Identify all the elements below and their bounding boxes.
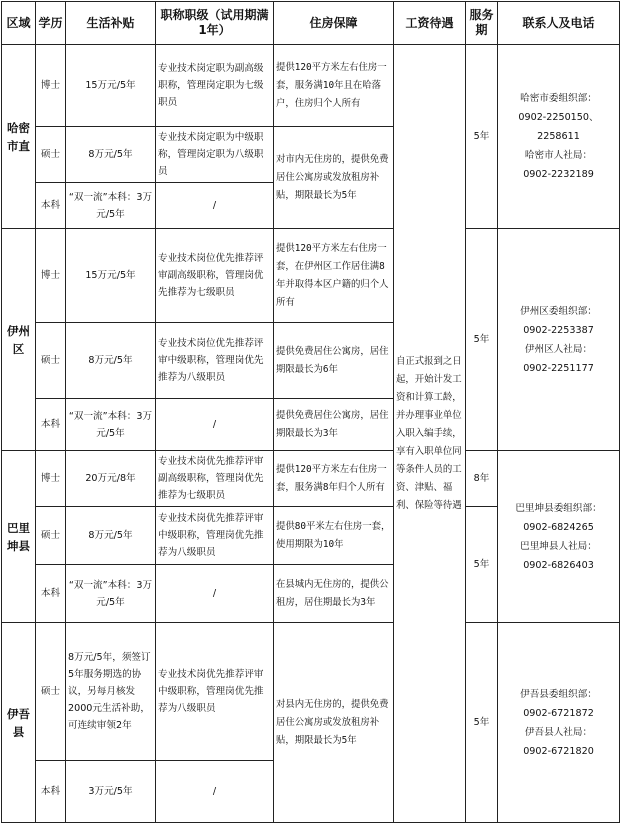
contact-line: 0902-6721872 bbox=[523, 707, 594, 719]
contact-line: 哈密市人社局： bbox=[524, 150, 593, 161]
region-cell: 伊州区 bbox=[2, 229, 36, 451]
table-row bbox=[2, 45, 620, 127]
degree-cell: 硕士 bbox=[36, 127, 66, 183]
header-housing: 住房保障 bbox=[274, 2, 394, 45]
title-cell: / bbox=[156, 183, 274, 229]
header-subsidy: 生活补贴 bbox=[66, 2, 156, 45]
degree-cell: 本科 bbox=[36, 183, 66, 229]
contact-line: 伊州区人社局： bbox=[524, 343, 593, 355]
header-service: 服务期 bbox=[466, 2, 498, 45]
salary-cell: 自正式报到之日起，开始计发工资和计算工龄，并办理事业单位入职入编手续，享有入职单位同等条件人员的工资、津贴、福利、保险等待遇 bbox=[394, 45, 466, 823]
contact-cell bbox=[498, 451, 620, 623]
subsidy-cell: 15万元/5年 bbox=[66, 45, 156, 127]
degree-cell: 博士 bbox=[36, 451, 66, 507]
title-cell: / bbox=[156, 761, 274, 823]
contact-line: 0902-6824265 bbox=[523, 521, 594, 533]
contact-line: 巴里坤县委组织部： bbox=[515, 502, 602, 514]
table-row bbox=[2, 451, 620, 507]
degree-cell: 博士 bbox=[36, 229, 66, 323]
contact-line: 伊州区委组织部： bbox=[520, 305, 597, 317]
contact-line: 0902-2250150、2258611 bbox=[518, 112, 599, 142]
housing-cell: 对县内无住房的，提供免费居住公寓房或发放租房补贴，期限最长为5年 bbox=[274, 623, 394, 823]
title-cell: 专业技术岗优先推荐评审中级职称，管理岗优先推荐为八级职员 bbox=[156, 623, 274, 761]
housing-cell: 对市内无住房的，提供免费居住公寓房或发放租房补贴，期限最长为5年 bbox=[274, 127, 394, 229]
housing-cell: 提供80平米左右住房一套，使用期限为10年 bbox=[274, 507, 394, 565]
contact-cell bbox=[498, 45, 620, 229]
degree-cell: 硕士 bbox=[36, 323, 66, 399]
service-cell: 5年 bbox=[466, 45, 498, 229]
housing-cell: 在县城内无住房的，提供公租房，居住期最长为3年 bbox=[274, 565, 394, 623]
degree-cell: 硕士 bbox=[36, 507, 66, 565]
header-title: 职称职级（试用期满1年） bbox=[156, 2, 274, 45]
subsidy-cell: “双一流”本科：3万元/5年 bbox=[66, 183, 156, 229]
region-cell: 伊吾县 bbox=[2, 623, 36, 823]
title-cell: / bbox=[156, 565, 274, 623]
contact-line: 伊吾县人社局： bbox=[524, 726, 593, 738]
contact-line: 巴里坤县人社局： bbox=[520, 540, 597, 552]
service-cell: 8年 bbox=[466, 451, 498, 507]
title-cell: 专业技术岗定职为副高级职称，管理岗定职为七级职员 bbox=[156, 45, 274, 127]
subsidy-cell: 8万元/5年，须签订5年服务期选的协议，另每月核发2000元生活补助，可连续审领2年 bbox=[66, 623, 156, 761]
subsidy-cell: 20万元/8年 bbox=[66, 451, 156, 507]
subsidy-cell: 8万元/5年 bbox=[66, 127, 156, 183]
housing-cell: 提供120平方米左右住房一套，在伊州区工作居住满8年并取得本区户籍的归个人所有 bbox=[274, 229, 394, 323]
subsidy-cell: 8万元/5年 bbox=[66, 507, 156, 565]
contact-line: 伊吾县委组织部： bbox=[520, 688, 597, 700]
table-row bbox=[2, 623, 620, 761]
degree-cell: 本科 bbox=[36, 399, 66, 451]
title-cell: 专业技术岗位优先推荐评审副高级职称，管理岗优先推荐为七级职员 bbox=[156, 229, 274, 323]
degree-cell: 硕士 bbox=[36, 623, 66, 761]
header-region: 区域 bbox=[2, 2, 36, 45]
title-cell: / bbox=[156, 399, 274, 451]
title-cell: 专业技术岗位优先推荐评审中级职称，管理岗优先推荐为八级职员 bbox=[156, 323, 274, 399]
service-cell: 5年 bbox=[466, 623, 498, 823]
subsidy-cell: 15万元/5年 bbox=[66, 229, 156, 323]
title-cell: 专业技术岗优先推荐评审副高级职称，管理岗优先推荐为七级职员 bbox=[156, 451, 274, 507]
housing-cell: 提供120平方米左右住房一套，服务满10年且在哈落户，住房归个人所有 bbox=[274, 45, 394, 127]
title-cell: 专业技术岗定职为中级职称，管理岗定职为八级职员 bbox=[156, 127, 274, 183]
contact-line: 0902-6721820 bbox=[523, 745, 594, 757]
table-row bbox=[2, 229, 620, 323]
header-degree: 学历 bbox=[36, 2, 66, 45]
header-contact: 联系人及电话 bbox=[498, 2, 620, 45]
contact-line: 0902-2251177 bbox=[523, 362, 594, 374]
contact-line: 0902-2232189 bbox=[523, 169, 594, 180]
contact-line: 0902-6826403 bbox=[523, 559, 594, 571]
header-row bbox=[2, 2, 620, 45]
contact-cell bbox=[498, 229, 620, 451]
talent-policy-table bbox=[1, 1, 620, 823]
title-cell: 专业技术岗优先推荐评审中级职称，管理岗优先推荐为八级职员 bbox=[156, 507, 274, 565]
subsidy-cell: 8万元/5年 bbox=[66, 323, 156, 399]
housing-cell: 提供免费居住公寓房，居住期限最长为6年 bbox=[274, 323, 394, 399]
degree-cell: 博士 bbox=[36, 45, 66, 127]
subsidy-cell: “双一流”本科：3万元/5年 bbox=[66, 399, 156, 451]
header-salary: 工资待遇 bbox=[394, 2, 466, 45]
region-cell: 哈密市直 bbox=[2, 45, 36, 229]
contact-line: 0902-2253387 bbox=[523, 324, 594, 336]
degree-cell: 本科 bbox=[36, 565, 66, 623]
contact-cell bbox=[498, 623, 620, 823]
housing-cell: 提供免费居住公寓房，居住期限最长为3年 bbox=[274, 399, 394, 451]
service-cell: 5年 bbox=[466, 507, 498, 623]
subsidy-cell: 3万元/5年 bbox=[66, 761, 156, 823]
degree-cell: 本科 bbox=[36, 761, 66, 823]
service-cell: 5年 bbox=[466, 229, 498, 451]
housing-cell: 提供120平方米左右住房一套，服务满8年归个人所有 bbox=[274, 451, 394, 507]
contact-line: 哈密市委组织部： bbox=[520, 93, 597, 104]
region-cell: 巴里坤县 bbox=[2, 451, 36, 623]
subsidy-cell: “双一流”本科：3万元/5年 bbox=[66, 565, 156, 623]
